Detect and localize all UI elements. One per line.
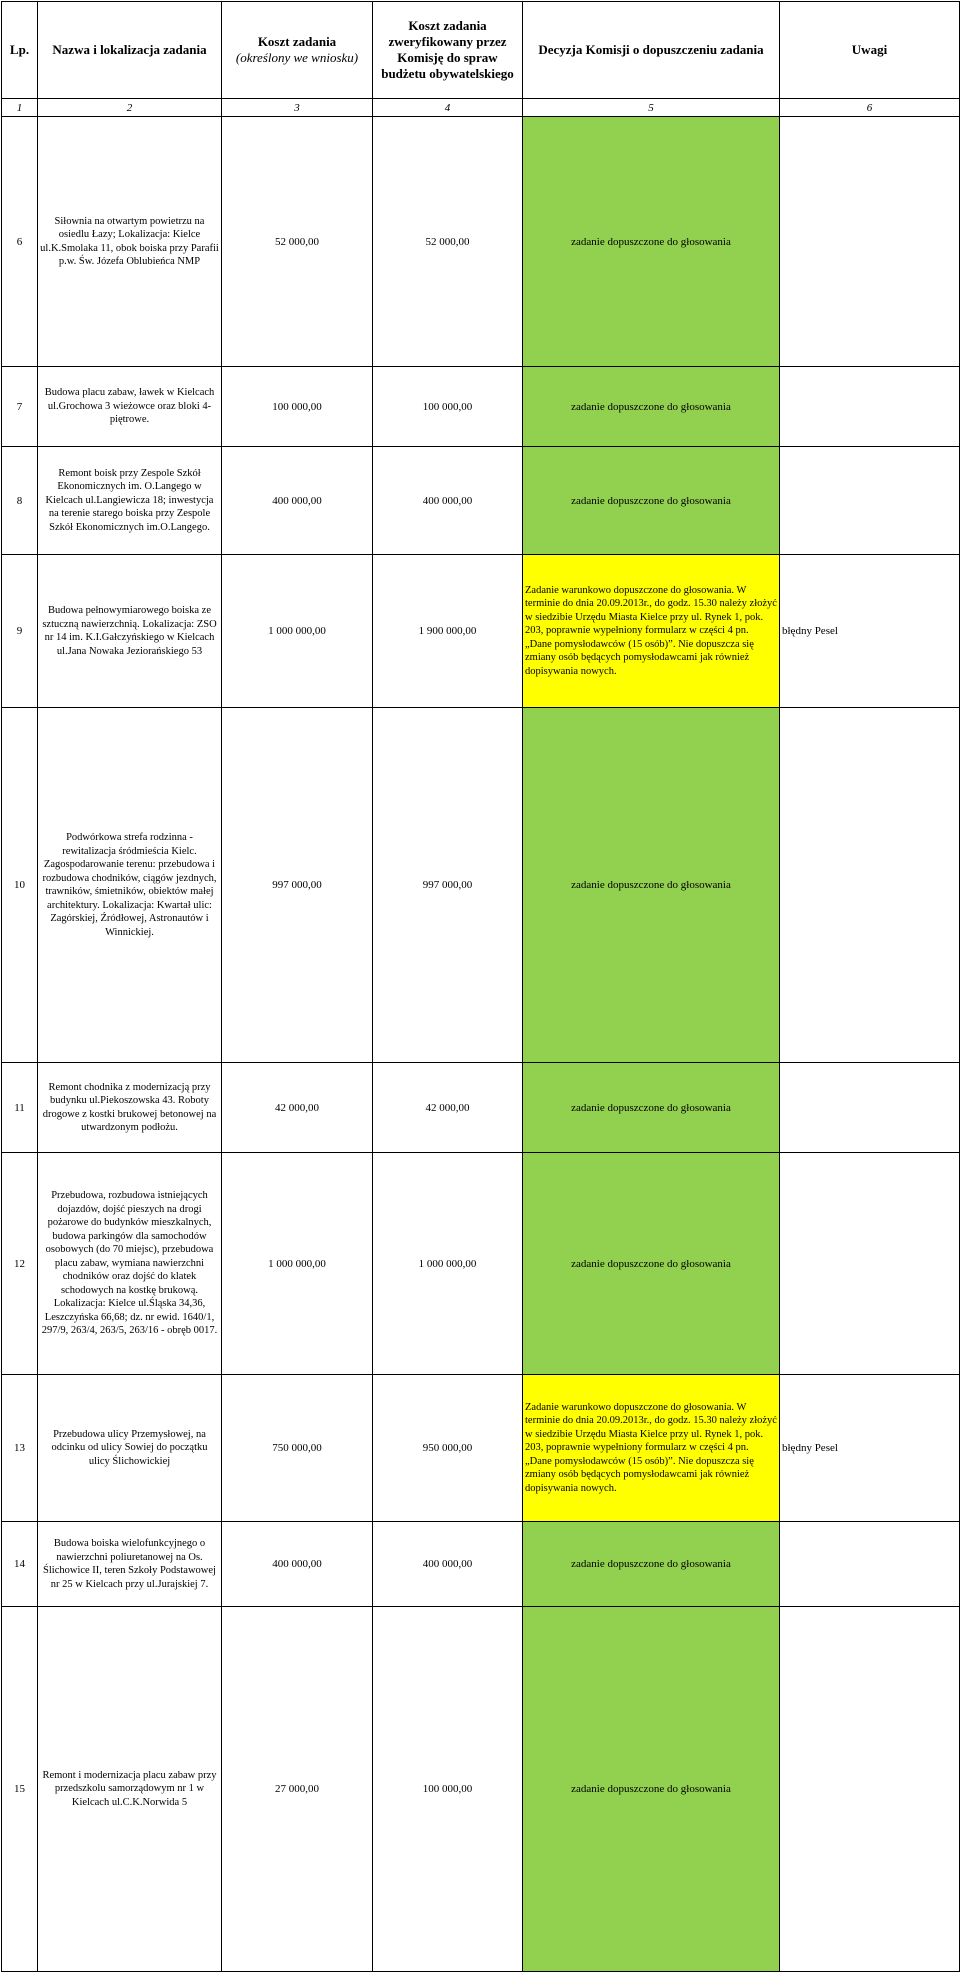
row-cost: 100 000,00 — [222, 367, 373, 447]
table-row — [2, 367, 960, 447]
table-row — [2, 708, 960, 1063]
row-cost: 400 000,00 — [222, 447, 373, 555]
column-number: 2 — [38, 99, 222, 117]
row-cost: 997 000,00 — [222, 708, 373, 1063]
row-verified-cost: 1 000 000,00 — [373, 1153, 523, 1375]
row-verified-cost: 400 000,00 — [373, 447, 523, 555]
header-lp: Lp. — [2, 2, 38, 99]
row-decision: zadanie dopuszczone do głosowania — [523, 1522, 780, 1607]
row-task-name: Remont chodnika z modernizacją przy budynku ul.Piekoszowska 43. Roboty drogowe z kostki brukowej betonowej na utwardzonym podłożu. — [38, 1063, 222, 1153]
row-decision: Zadanie warunkowo dopuszczone do głosowania. W terminie do dnia 20.09.2013r., do godz. 15.30 należy złożyć w siedzibie Urzędu Miasta Kielce przy ul. Rynek 1, pok. 203, poprawnie wypełniony formularz w części 4 pn. „Dane pomysłodawców (15 osób)”. Nie dopuszcza się zmiany osób będących pomysłodawcami jak również dopisywania nowych. — [523, 1375, 780, 1522]
row-decision: zadanie dopuszczone do głosowania — [523, 1153, 780, 1375]
table-row — [2, 555, 960, 708]
row-verified-cost: 42 000,00 — [373, 1063, 523, 1153]
row-decision: zadanie dopuszczone do głosowania — [523, 1063, 780, 1153]
row-cost: 750 000,00 — [222, 1375, 373, 1522]
row-decision: zadanie dopuszczone do głosowania — [523, 367, 780, 447]
table-row — [2, 447, 960, 555]
column-number: 1 — [2, 99, 38, 117]
column-numbers-row — [2, 99, 960, 117]
row-verified-cost: 997 000,00 — [373, 708, 523, 1063]
row-decision: zadanie dopuszczone do głosowania — [523, 708, 780, 1063]
table-row — [2, 1522, 960, 1607]
row-verified-cost: 52 000,00 — [373, 117, 523, 367]
row-task-name: Budowa placu zabaw, ławek w Kielcach ul.Grochowa 3 wieżowce oraz bloki 4-piętrowe. — [38, 367, 222, 447]
header-name: Nazwa i lokalizacja zadania — [38, 2, 222, 99]
row-verified-cost: 950 000,00 — [373, 1375, 523, 1522]
row-decision: zadanie dopuszczone do głosowania — [523, 447, 780, 555]
table-row — [2, 1153, 960, 1375]
row-cost: 400 000,00 — [222, 1522, 373, 1607]
row-verified-cost: 400 000,00 — [373, 1522, 523, 1607]
row-lp: 9 — [2, 555, 38, 708]
header-decision: Decyzja Komisji o dopuszczeniu zadania — [523, 2, 780, 99]
row-lp: 6 — [2, 117, 38, 367]
column-number: 5 — [523, 99, 780, 117]
row-lp: 14 — [2, 1522, 38, 1607]
row-cost: 42 000,00 — [222, 1063, 373, 1153]
row-notes — [780, 117, 960, 367]
row-notes: błędny Pesel — [780, 1375, 960, 1522]
row-task-name: Remont boisk przy Zespole Szkół Ekonomicznych im. O.Langego w Kielcach ul.Langiewicza 18; inwestycja na terenie starego boiska przy Zespole Szkół Ekonomicznych im.O.Langego. — [38, 447, 222, 555]
row-task-name: Przebudowa, rozbudowa istniejących dojazdów, dojść pieszych na drogi pożarowe do budynków mieszkalnych, budowa parkingów dla samochodów osobowych (do 70 miejsc), przebudowa placu zabaw, wymiana nawierzchni chodników oraz dojść do klatek schodowych na kostkę brukową. Lokalizacja: Kielce ul.Śląska 34,36, Leszczyńska 66,68; dz. nr ewid. 1640/1, 297/9, 263/4, 263/5, 263/16 - obręb 0017. — [38, 1153, 222, 1375]
tasks-table — [1, 1, 960, 1972]
row-notes — [780, 708, 960, 1063]
column-number: 6 — [780, 99, 960, 117]
row-decision: Zadanie warunkowo dopuszczone do głosowania. W terminie do dnia 20.09.2013r., do godz. 15.30 należy złożyć w siedzibie Urzędu Miasta Kielce przy ul. Rynek 1, pok. 203, poprawnie wypełniony formularz w części 4 pn. „Dane pomysłodawców (15 osób)”. Nie dopuszcza się zmiany osób będących pomysłodawcami jak również dopisywania nowych. — [523, 555, 780, 708]
header-notes: Uwagi — [780, 2, 960, 99]
row-lp: 11 — [2, 1063, 38, 1153]
row-notes — [780, 1522, 960, 1607]
header-verified-cost: Koszt zadania zweryfikowany przez Komisję do spraw budżetu obywatelskiego — [373, 2, 523, 99]
row-lp: 15 — [2, 1607, 38, 1972]
row-verified-cost: 100 000,00 — [373, 367, 523, 447]
header-cost — [222, 2, 373, 99]
row-notes — [780, 1063, 960, 1153]
row-cost: 1 000 000,00 — [222, 555, 373, 708]
column-number: 3 — [222, 99, 373, 117]
row-cost: 27 000,00 — [222, 1607, 373, 1972]
row-verified-cost: 1 900 000,00 — [373, 555, 523, 708]
row-notes — [780, 447, 960, 555]
row-lp: 12 — [2, 1153, 38, 1375]
row-lp: 13 — [2, 1375, 38, 1522]
row-lp: 7 — [2, 367, 38, 447]
header-cost-line1: Koszt zadania — [257, 34, 337, 49]
row-notes — [780, 367, 960, 447]
row-task-name: Remont i modernizacja placu zabaw przy przedszkolu samorządowym nr 1 w Kielcach ul.C.K.Norwida 5 — [38, 1607, 222, 1972]
row-notes — [780, 1153, 960, 1375]
row-task-name: Budowa boiska wielofunkcyjnego o nawierzchni poliuretanowej na Os. Ślichowice II, teren Szkoły Podstawowej nr 25 w Kielcach przy ul.Jurajskiej 7. — [38, 1522, 222, 1607]
column-number: 4 — [373, 99, 523, 117]
tasks-body — [2, 117, 960, 1972]
table-row — [2, 1607, 960, 1972]
table-row — [2, 117, 960, 367]
table-row — [2, 1063, 960, 1153]
row-cost: 1 000 000,00 — [222, 1153, 373, 1375]
row-task-name: Przebudowa ulicy Przemysłowej, na odcinku od ulicy Sowiej do początku ulicy Ślichowickiej — [38, 1375, 222, 1522]
table-row — [2, 1375, 960, 1522]
row-verified-cost: 100 000,00 — [373, 1607, 523, 1972]
row-task-name: Siłownia na otwartym powietrzu na osiedlu Łazy; Lokalizacja: Kielce ul.K.Smolaka 11, obok boiska przy Parafii p.w. Św. Józefa Oblubieńca NMP — [38, 117, 222, 367]
row-notes: błędny Pesel — [780, 555, 960, 708]
row-decision: zadanie dopuszczone do głosowania — [523, 117, 780, 367]
header-row — [2, 2, 960, 99]
row-lp: 10 — [2, 708, 38, 1063]
row-decision: zadanie dopuszczone do głosowania — [523, 1607, 780, 1972]
row-task-name: Budowa pełnowymiarowego boiska ze sztuczną nawierzchnią. Lokalizacja: ZSO nr 14 im. K.I.Gałczyńskiego w Kielcach ul.Jana Nowaka Jeziorańskiego 53 — [38, 555, 222, 708]
header-cost-line2: (określony we wniosku) — [235, 50, 359, 65]
row-notes — [780, 1607, 960, 1972]
row-cost: 52 000,00 — [222, 117, 373, 367]
row-lp: 8 — [2, 447, 38, 555]
row-task-name: Podwórkowa strefa rodzinna - rewitalizacja śródmieścia Kielc. Zagospodarowanie terenu: przebudowa i rozbudowa chodników, ciągów jezdnych, trawników, śmietników, obiektów małej architektury. Lokalizacja: Kwartał ulic: Zagórskiej, Źródłowej, Astronautów i Winnickiej. — [38, 708, 222, 1063]
